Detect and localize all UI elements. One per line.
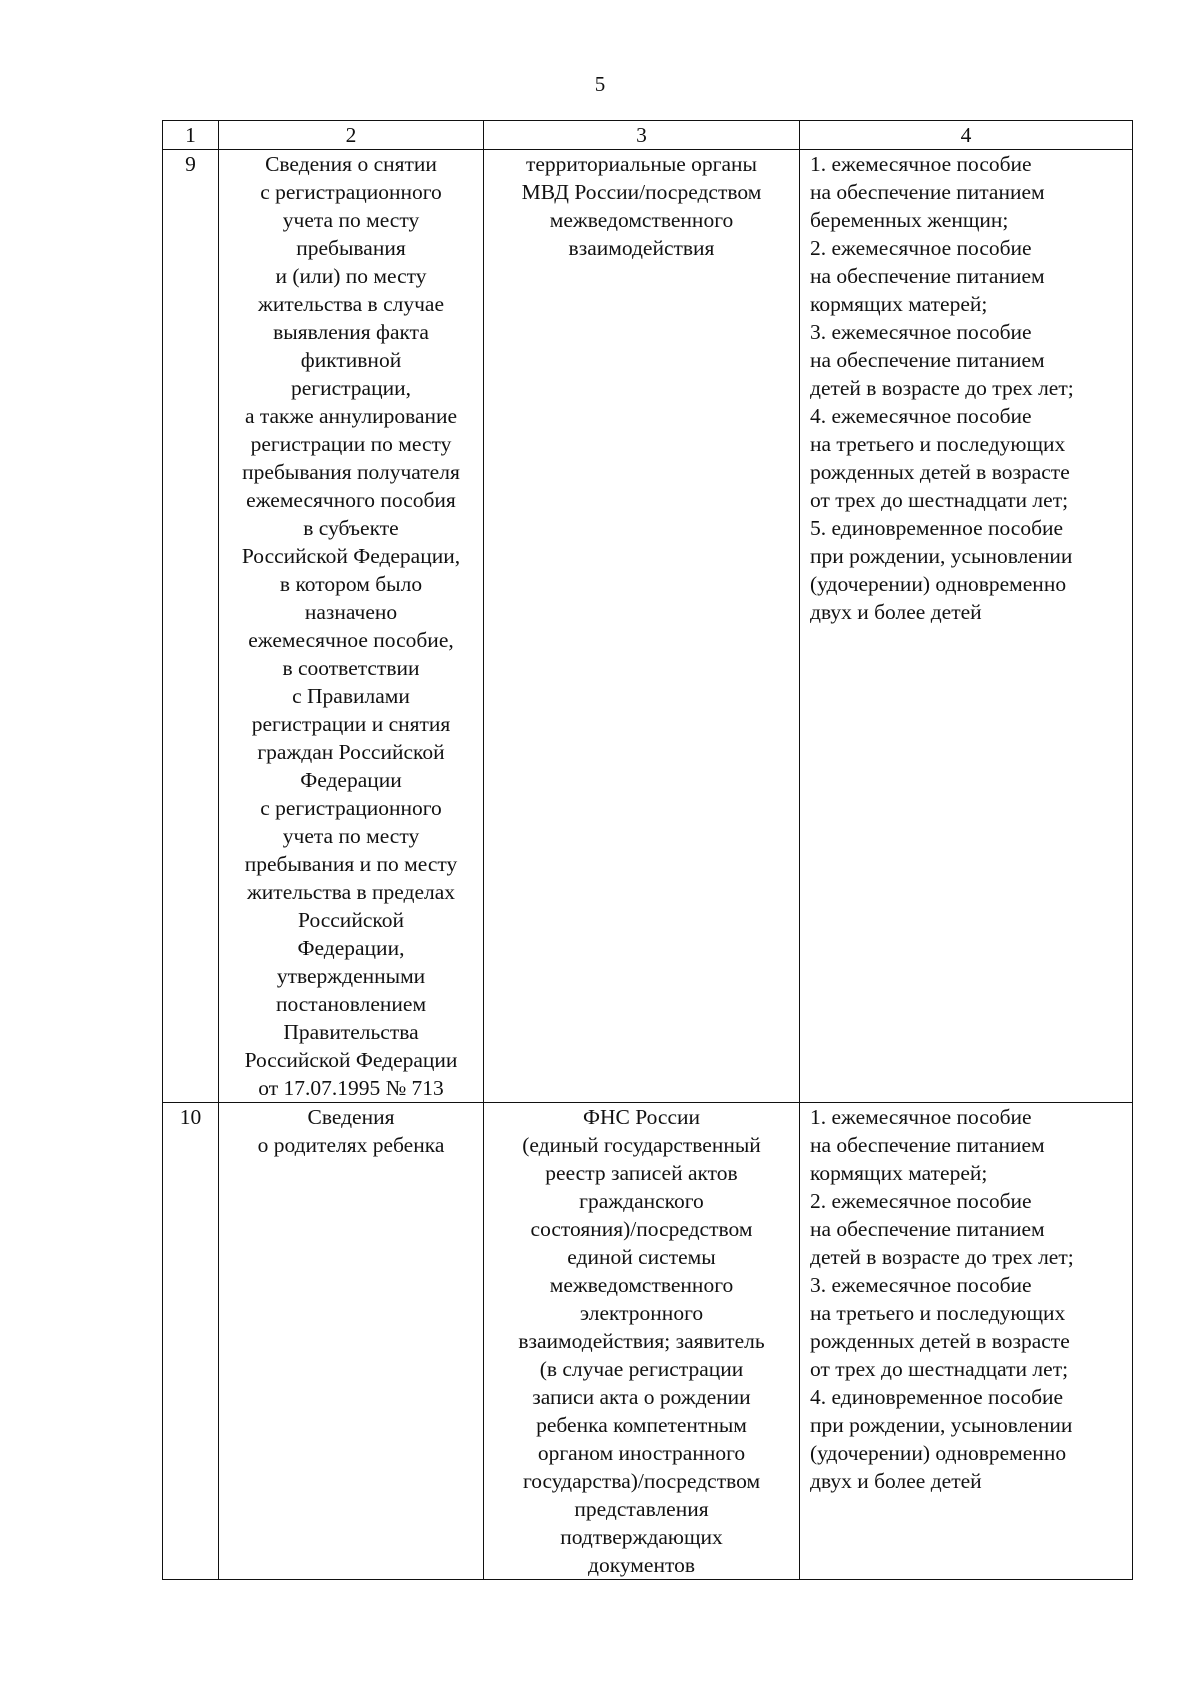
cell-text-line: от 17.07.1995 № 713 bbox=[258, 1076, 444, 1100]
table-row bbox=[163, 150, 1133, 1103]
cell-text-line: на обеспечение питанием bbox=[810, 180, 1045, 204]
header-cell-1: 1 bbox=[163, 121, 219, 150]
cell-text-line: Сведения bbox=[307, 1105, 395, 1129]
cell-text-line: от трех до шестнадцати лет; bbox=[810, 1357, 1069, 1381]
cell-text-line: на третьего и последующих bbox=[810, 1301, 1066, 1325]
cell-text-line: с регистрационного bbox=[260, 180, 442, 204]
row-number: 9 bbox=[163, 150, 219, 1103]
header-row bbox=[163, 121, 1133, 150]
cell-text-line: Российской Федерации, bbox=[241, 544, 461, 568]
cell-text-line: в котором было bbox=[279, 572, 423, 596]
cell-text-line: (удочерении) одновременно bbox=[810, 1441, 1067, 1465]
cell-text-line: от трех до шестнадцати лет; bbox=[810, 488, 1069, 512]
cell-text-line: территориальные органы bbox=[525, 152, 757, 176]
cell-text-line: (в случае регистрации bbox=[539, 1357, 744, 1381]
cell-text-line: ФНС России bbox=[582, 1105, 701, 1129]
cell-text-line: с регистрационного bbox=[260, 796, 442, 820]
cell-text-line: 2. ежемесячное пособие bbox=[810, 236, 1032, 260]
page-number: 5 bbox=[594, 72, 606, 96]
cell-text-line: Федерации bbox=[300, 768, 402, 792]
cell-text-line: и (или) по месту bbox=[275, 264, 427, 288]
cell-text-line: о родителях ребенка bbox=[257, 1133, 445, 1157]
cell-text-line: единой системы bbox=[567, 1245, 716, 1269]
cell-text-line: гражданского bbox=[579, 1189, 704, 1213]
cell-text-line: ежемесячного пособия bbox=[246, 488, 456, 512]
benefits-table bbox=[162, 120, 1133, 1580]
cell-text-line: состояния)/посредством bbox=[530, 1217, 753, 1241]
cell-text-line: на третьего и последующих bbox=[810, 432, 1066, 456]
cell-text-line: документов bbox=[588, 1553, 695, 1577]
cell-text-line: межведомственного bbox=[549, 208, 734, 232]
cell-text-line: государства)/посредством bbox=[522, 1469, 761, 1493]
cell-text-line: двух и более детей bbox=[810, 1469, 982, 1493]
cell-text-line: пребывания bbox=[296, 236, 406, 260]
row-number: 10 bbox=[163, 1103, 219, 1580]
cell-text-line: на обеспечение питанием bbox=[810, 264, 1045, 288]
cell-text-line: ежемесячное пособие, bbox=[248, 628, 454, 652]
cell-text-line: МВД России/посредством bbox=[521, 180, 762, 204]
cell-text-line: граждан Российской bbox=[257, 740, 445, 764]
cell-text-line: 3. ежемесячное пособие bbox=[810, 1273, 1032, 1297]
cell-text-line: при рождении, усыновлении bbox=[810, 1413, 1073, 1437]
benefits-cell bbox=[800, 1103, 1133, 1580]
cell-text-line: детей в возрасте до трех лет; bbox=[810, 1245, 1074, 1269]
cell-text-line: регистрации по месту bbox=[250, 432, 452, 456]
cell-text-line: 5. единовременное пособие bbox=[810, 516, 1064, 540]
cell-text-line: представления bbox=[574, 1497, 709, 1521]
cell-text-line: Правительства bbox=[283, 1020, 419, 1044]
cell-text-line: выявления факта bbox=[273, 320, 429, 344]
information-type-cell bbox=[219, 150, 484, 1103]
cell-text-line: на обеспечение питанием bbox=[810, 1133, 1045, 1157]
information-type-cell bbox=[219, 1103, 484, 1580]
cell-text-line: (единый государственный bbox=[522, 1133, 761, 1157]
cell-text-line: на обеспечение питанием bbox=[810, 1217, 1045, 1241]
cell-text-line: жительства в пределах bbox=[246, 880, 456, 904]
cell-text-line: учета по месту bbox=[282, 208, 420, 232]
cell-text-line: регистрации, bbox=[290, 376, 411, 400]
cell-text-line: а также аннулирование bbox=[244, 404, 458, 428]
table-row bbox=[163, 1103, 1133, 1580]
cell-text-line: 1. ежемесячное пособие bbox=[810, 1105, 1032, 1129]
cell-text-line: постановлением bbox=[275, 992, 427, 1016]
cell-text-line: взаимодействия bbox=[568, 236, 715, 260]
cell-text-line: утвержденными bbox=[276, 964, 426, 988]
header-cell-3: 3 bbox=[484, 121, 800, 150]
cell-text-line: учета по месту bbox=[282, 824, 420, 848]
cell-text-line: рожденных детей в возрасте bbox=[810, 1329, 1070, 1353]
header-cell-4: 4 bbox=[800, 121, 1133, 150]
cell-text-line: фиктивной bbox=[300, 348, 402, 372]
cell-text-line: 3. ежемесячное пособие bbox=[810, 320, 1032, 344]
cell-text-line: ребенка компетентным bbox=[536, 1413, 747, 1437]
cell-text-line: детей в возрасте до трех лет; bbox=[810, 376, 1074, 400]
cell-text-line: рожденных детей в возрасте bbox=[810, 460, 1070, 484]
cell-text-line: в субъекте bbox=[303, 516, 399, 540]
cell-text-line: электронного bbox=[579, 1301, 704, 1325]
cell-text-line: 2. ежемесячное пособие bbox=[810, 1189, 1032, 1213]
cell-text-line: Российской bbox=[298, 908, 404, 932]
cell-text-line: кормящих матерей; bbox=[810, 1161, 988, 1185]
cell-text-line: жительства в случае bbox=[257, 292, 444, 316]
cell-text-line: двух и более детей bbox=[810, 600, 982, 624]
cell-text-line: записи акта о рождении bbox=[532, 1385, 751, 1409]
cell-text-line: (удочерении) одновременно bbox=[810, 572, 1067, 596]
cell-text-line: пребывания получателя bbox=[242, 460, 460, 484]
cell-text-line: назначено bbox=[304, 600, 398, 624]
cell-text-line: Сведения о снятии bbox=[265, 152, 437, 176]
cell-text-line: реестр записей актов bbox=[545, 1161, 738, 1185]
cell-text-line: Российской Федерации bbox=[244, 1048, 458, 1072]
cell-text-line: пребывания и по месту bbox=[244, 852, 458, 876]
cell-text-line: регистрации и снятия bbox=[251, 712, 451, 736]
cell-text-line: кормящих матерей; bbox=[810, 292, 988, 316]
cell-text-line: при рождении, усыновлении bbox=[810, 544, 1073, 568]
cell-text-line: межведомственного bbox=[549, 1273, 734, 1297]
source-cell bbox=[484, 150, 800, 1103]
cell-text-line: органом иностранного bbox=[537, 1441, 746, 1465]
benefits-cell bbox=[800, 150, 1133, 1103]
cell-text-line: подтверждающих bbox=[560, 1525, 723, 1549]
cell-text-line: 4. ежемесячное пособие bbox=[810, 404, 1032, 428]
header-cell-2: 2 bbox=[219, 121, 484, 150]
cell-text-line: с Правилами bbox=[292, 684, 410, 708]
cell-text-line: 1. ежемесячное пособие bbox=[810, 152, 1032, 176]
cell-text-line: 4. единовременное пособие bbox=[810, 1385, 1064, 1409]
cell-text-line: на обеспечение питанием bbox=[810, 348, 1045, 372]
cell-text-line: взаимодействия; заявитель bbox=[518, 1329, 765, 1353]
cell-text-line: в соответствии bbox=[282, 656, 420, 680]
cell-text-line: беременных женщин; bbox=[810, 208, 1009, 232]
cell-text-line: Федерации, bbox=[297, 936, 405, 960]
source-cell bbox=[484, 1103, 800, 1580]
